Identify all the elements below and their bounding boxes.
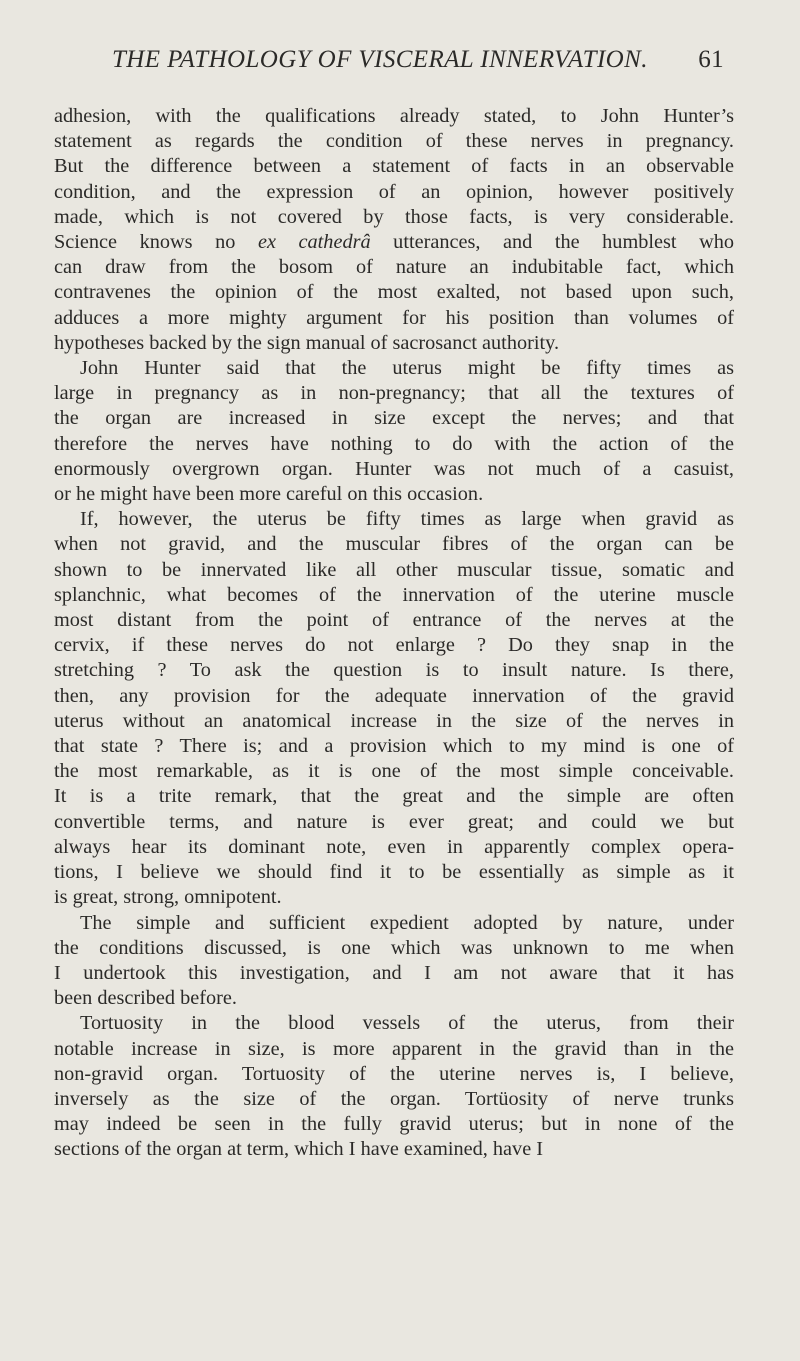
text-line: John Hunter said that the uterus might be fifty times as (80, 357, 734, 380)
text-line: when not gravid, and the muscular fibres of the organ can be (54, 533, 734, 556)
running-title: THE PATHOLOGY OF VISCERAL INNERVATION. (112, 46, 648, 73)
body-text (54, 104, 734, 1163)
text-line: I undertook this investigation, and I am not aware that it has (54, 961, 734, 984)
text-line: It is a trite remark, that the great and the simple are often (54, 785, 734, 808)
paragraph (54, 507, 734, 910)
text-line: that state ? There is; and a provision which to my mind is one of (54, 735, 734, 758)
text-line: notable increase in size, is more apparent in the gravid than in the (54, 1037, 734, 1060)
text-line: sections of the organ at term, which I have examined, have I (54, 1138, 544, 1161)
text-line: If, however, the uterus be fifty times as large when gravid as (80, 508, 734, 531)
text-line: adhesion, with the qualifications already stated, to John Hunter’s (54, 105, 734, 127)
text-line: tions, I believe we should find it to be essentially as simple as it (54, 861, 734, 884)
text-line: The simple and sufficient expedient adopted by nature, under (80, 911, 734, 934)
text-line: been described before. (54, 987, 237, 1010)
text-line: hypotheses backed by the sign manual of sacrosanct authority. (54, 331, 560, 354)
paragraph (54, 104, 734, 356)
text-line: or he might have been more careful on this occasion. (54, 483, 484, 506)
text-line: may indeed be seen in the fully gravid uterus; but in none of the (54, 1113, 734, 1136)
text-line: therefore the nerves have nothing to do with the action of the (54, 432, 734, 455)
text-line: the conditions discussed, is one which was unknown to me when (54, 936, 734, 959)
text-line: most distant from the point of entrance of the nerves at the (54, 609, 734, 632)
text-line: cervix, if these nerves do not enlarge ? Do they snap in the (54, 634, 734, 657)
text-line: then, any provision for the adequate innervation of the gravid (54, 684, 734, 707)
page-number: 61 (698, 46, 724, 73)
text-line: can draw from the bosom of nature an indubitable fact, which (54, 256, 734, 279)
text-line: contravenes the opinion of the most exalted, not based upon such, (54, 281, 734, 304)
text-line: shown to be innervated like all other muscular tissue, somatic and (54, 558, 734, 581)
text-line: condition, and the expression of an opinion, however positively (54, 180, 734, 203)
paragraph (54, 1011, 734, 1162)
text-line: Science knows no ex cathedrâ utterances, and the humblest who (54, 231, 735, 254)
text-line: stretching ? To ask the question is to insult nature. Is there, (54, 659, 734, 682)
text-line: always hear its dominant note, even in apparently complex opera- (54, 835, 734, 858)
text-line: adduces a more mighty argument for his position than volumes of (54, 306, 734, 329)
text-line: statement as regards the condition of these nerves in pregnancy. (54, 130, 734, 153)
text-line: enormously overgrown organ. Hunter was not much of a casuist, (54, 457, 734, 480)
running-header (112, 46, 724, 82)
text-line: the organ are increased in size except the nerves; and that (54, 407, 734, 430)
text-line: splanchnic, what becomes of the innervation of the uterine muscle (54, 583, 734, 606)
text-line: large in pregnancy as in non-pregnancy; that all the textures of (54, 382, 734, 405)
text-line: Tortuosity in the blood vessels of the uterus, from their (80, 1012, 734, 1035)
text-line: the most remarkable, as it is one of the most simple conceivable. (54, 760, 734, 783)
paragraph (54, 356, 734, 507)
text-line: inversely as the size of the organ. Tortüosity of nerve trunks (54, 1087, 734, 1110)
paragraph (54, 911, 734, 1012)
text-line: is great, strong, omnipotent. (54, 886, 282, 909)
text-line: non-gravid organ. Tortuosity of the uterine nerves is, I believe, (54, 1062, 734, 1085)
text-line: made, which is not covered by those facts, is very considerable. (54, 205, 734, 228)
text-line: uterus without an anatomical increase in the size of the nerves in (54, 709, 734, 732)
text-line: But the difference between a statement of facts in an observable (54, 155, 734, 178)
text-line: convertible terms, and nature is ever great; and could we but (54, 810, 734, 833)
